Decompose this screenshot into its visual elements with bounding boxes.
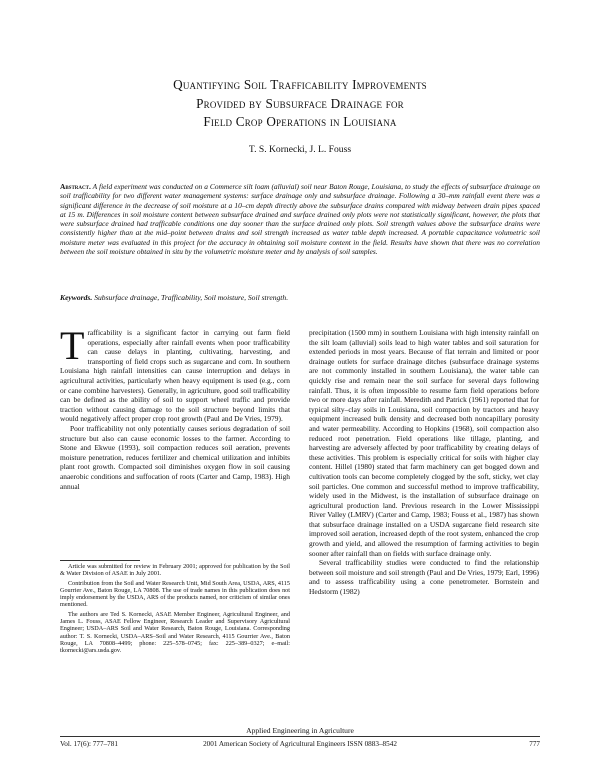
body-column-right [309,328,539,597]
volume-info: Vol. 17(6): 777–781 [60,740,118,748]
body-paragraph: Several trafficability studies were conducted to find the relationship between soil moisture and soil strength (Paul and De Vries, 1979; Earl, 1996) and to assess trafficability using a cone penetrometer. Bornstein and Hedstorm (1982) [309,558,539,597]
footnote: Contribution from the Soil and Water Research Unit, Mid South Area, USDA, ARS, 4115 Gourrier Ave., Baton Rouge, LA 70808. The use of trade names in this publication does not imply endorsement by the USDA, ARS of the products named, nor criticism of similar ones mentioned. [60,579,290,609]
abstract-text: A field experiment was conducted on a Commerce silt loam (alluvial) soil near Baton Rouge, Louisiana, to study the effects of subsurface drainage on soil trafficability for two different water management systems: surface drainage only and subsurface drainage. Following a 30–mm rainfall event there was a significant difference in the decrease of soil moisture at a 10–cm depth directly above the subsurface drains compared with midway between drain pipes spaced at 15 m. Differences in soil moisture content between subsurface drained and surface drained only plots were not statistically significant, however, the plots that were subsurface drained had trafficable conditions one day sooner than the surface drained only plots. Soil strength values above the subsurface drains were consistently higher than at the mid–point between drains and soil strength increased as water table depth increased. A portable capacitance volumetric soil moisture meter was evaluated in this project for the accuracy in obtaining soil moisture content in the field. Results have shown that there was no correlation between the soil moisture obtained in situ by the volumetric moisture meter and by analysis of soil samples. [60,182,540,257]
body-column-left [60,323,290,491]
title-line-2: Provided by Subsurface Drainage for [196,95,404,111]
keywords [60,293,540,302]
body-paragraph [60,323,290,424]
paragraph-text: rafficability is a significant factor in carrying out farm field operations, especially after rainfall events when poor trafficability can cause delays in planting, cultivating, harvesting, and transporting of field crops such as sugarcane and corn. In southern Louisiana high rainfall intensities can cause interruption and delays in agricultural activities, particularly when heavy equipment is used (e.g., corn or cane combine harvesters). Generally, in agriculture, good soil trafficability can be defined as the ability of soil to support wheel traffic and provide traction without causing damage to the soil structure beyond limits that would negatively affect proper crop root growth (Paul and De Vries, 1979). [60,328,290,424]
keywords-text: Subsurface drainage, Trafficability, Soil moisture, Soil strength. [94,293,289,302]
copyright-info: 2001 American Society of Agricultural Engineers ISSN 0883–8542 [203,740,397,748]
footnote-divider [60,560,140,561]
body-paragraph: precipitation (1500 mm) in southern Louisiana with high intensity rainfall on the silt loam (alluvial) soils lead to high water tables and soil saturation for extended periods in most years. Because of flat terrain and limited or poor drainage outlets for surface drainage ditches (subsurface drainage systems are not commonly installed in southern Louisiana), the water table can quickly rise and remain near the soil surface for several days following rainfall. Thus, it is often impossible to resume farm field operations before two or more days after rainfall. Meredith and Patrick (1961) reported that for typical silty–clay soils in Louisiana, soil compaction by tractors and heavy equipment increased bulk density and decreased both noncapillary porosity and water permeability. According to Hopkins (1968), soil compaction also reduced root penetration. Field operations like tillage, planting, and harvesting are adversely affected by poor trafficability by creating delays of these activities. This problem is especially critical for soils with higher clay content. Hillel (1980) stated that farm machinery can get bogged down and cultivation tools can become completely clogged by the soft, sticky, wet clay soil particles. One common and successful method to improve trafficability, widely used in the Midwest, is the installation of subsurface drainage on agricultural production land. Previous research in the Lower Mississippi River Valley (LMRV) (Carter and Camp, 1983; Fouss et al., 1987) has shown that subsurface drainage installed on a USDA sugarcane field research site improved soil aeration, increased depth of the root system, enhanced the crop growth and yield, and allowed the resumption of farming activities to begin sooner after rainfall than on fields with surface drainage only. [309,328,539,558]
abstract-label: Abstract. [60,182,91,191]
footnotes [60,563,290,657]
footer-divider [60,736,540,737]
keywords-label: Keywords. [60,293,93,302]
footnote: The authors are Ted S. Kornecki, ASAE Member Engineer, Agricultural Engineer, and James L. Fouss, ASAE Fellow Engineer, Research Leader and Supervisory Agricultural Engineer; USDA–ARS Soil and Water Research, Baton Rouge, Louisiana. Corresponding author: T. S. Kornecki, USDA–ARS–Soil and Water Research, 4115 Gourrier Ave., Baton Rouge, LA 70808–4499; phone: 225–578–0745; fax: 225–389–0327; e–mail: tkornecki@ars.usda.gov. [60,610,290,655]
body-paragraph: Poor trafficability not only potentially causes serious degradation of soil structure but also can cause economic losses to the farmer. According to Stone and Ekwue (1993), soil compaction reduces soil aeration, prevents moisture penetration, reduces fertilizer and chemical utilization and inhibits plant root growth. Compacted soil diminishes oxygen flow in soil causing anaerobic conditions and suffocation of roots (Carter and Camp, 1983). High annual [60,423,290,491]
abstract [60,182,540,256]
paper-title [60,76,540,132]
drop-cap: T [60,323,85,368]
title-line-3: Field Crop Operations in Louisiana [203,114,397,129]
footnote: Article was submitted for review in February 2001; approved for publication by the Soil & Water Division of ASAE in July 2001. [60,563,290,578]
authors: T. S. Kornecki, J. L. Fouss [248,144,352,155]
title-line-1: Quantifying Soil Trafficability Improvements [173,77,427,92]
journal-name: Applied Engineering in Agriculture [246,726,354,735]
page-number: 777 [529,740,540,748]
